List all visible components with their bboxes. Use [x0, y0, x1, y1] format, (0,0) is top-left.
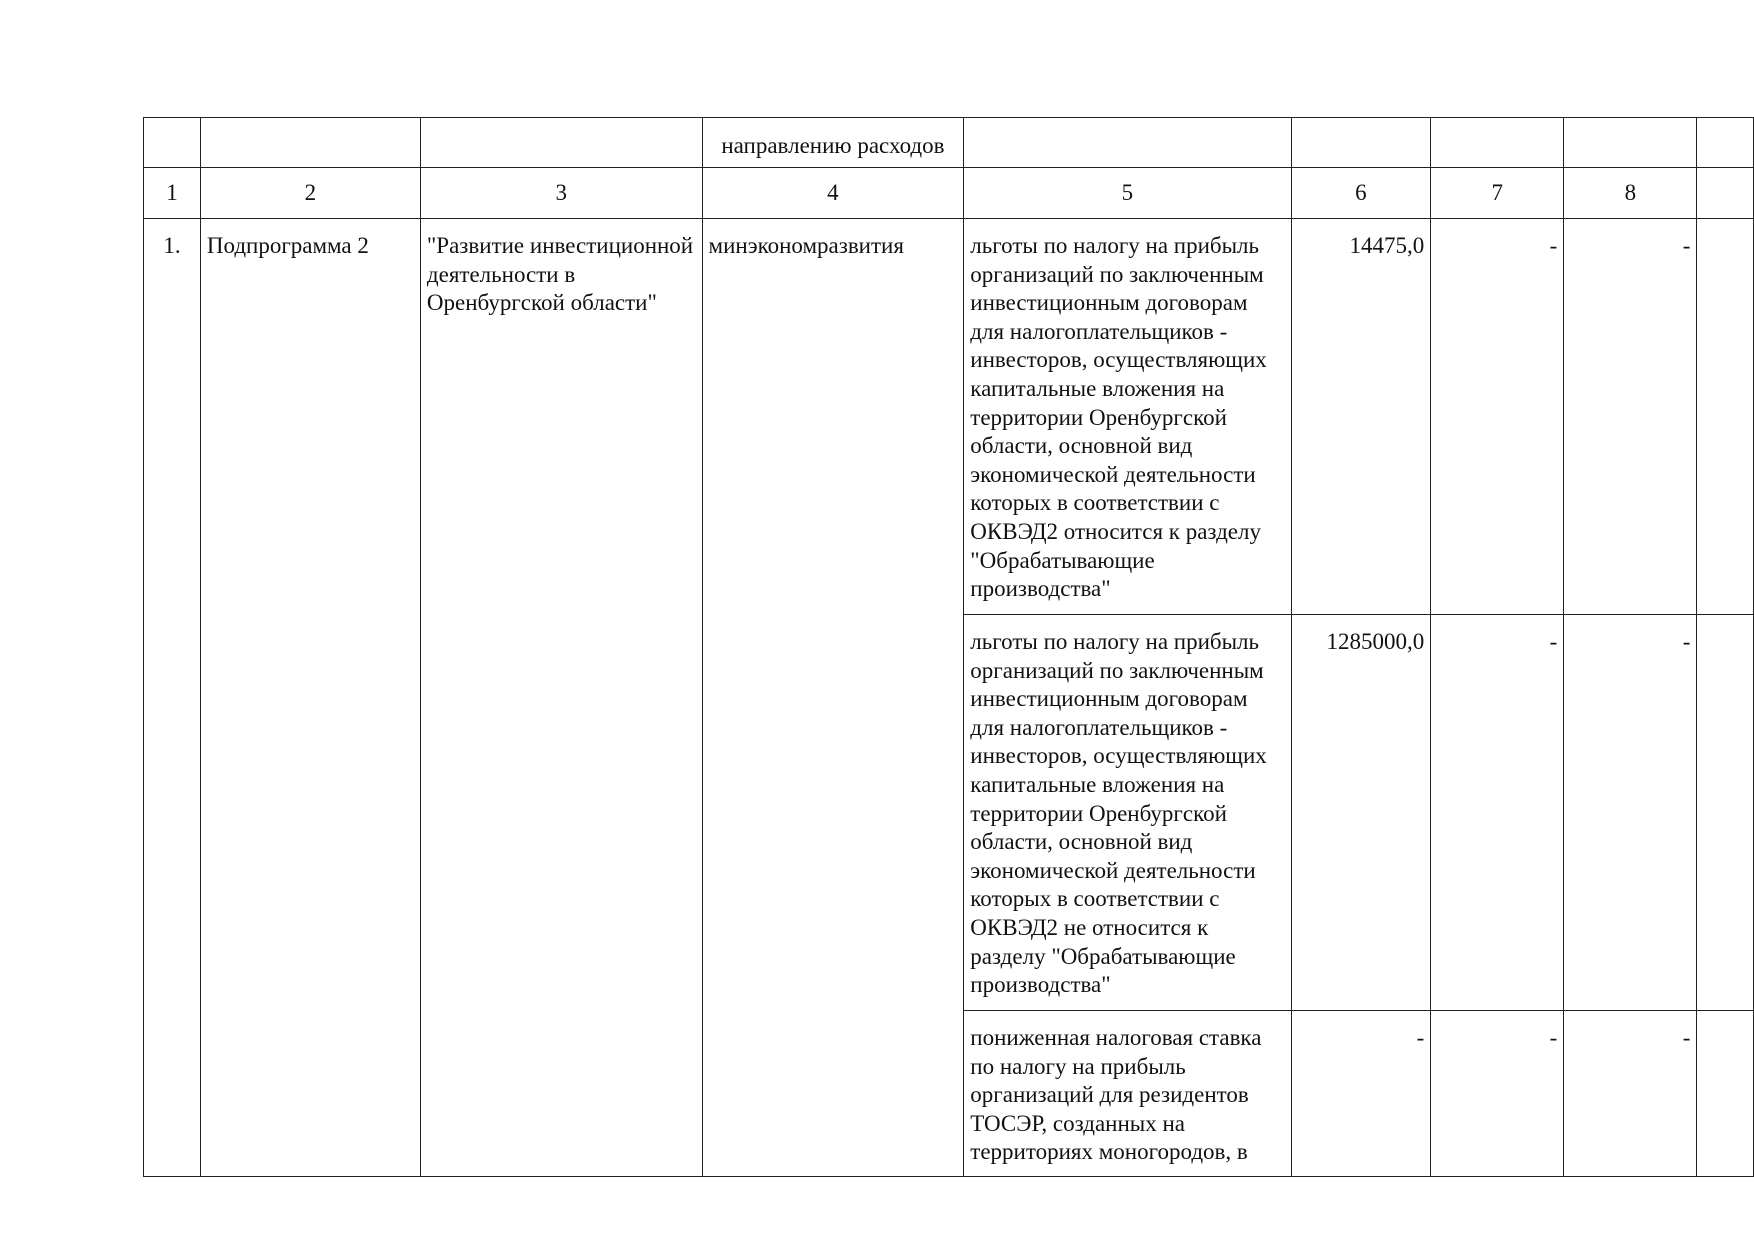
value-col8: - [1564, 219, 1697, 615]
value-col6: 14475,0 [1291, 219, 1431, 615]
header-cell-4: направлению расходов [702, 118, 964, 168]
benefit-description: льготы по налогу на прибыль организаций по заключенным инвестиционным договорам для налогоплательщиков - инвесторов, осуществляющих капитальные вложения на территории Оренбургской области, основной вид экономической деятельности которых в соответствии с ОКВЭД2 относится к разделу "Обрабатывающие производства" [964, 219, 1291, 615]
responsible-cell: минэкономразвития [702, 219, 964, 1177]
column-number: 1 [144, 168, 201, 219]
table-row [144, 219, 1754, 615]
column-number-row [144, 168, 1754, 219]
value-col9 [1697, 1011, 1754, 1177]
value-col7: - [1431, 219, 1564, 615]
value-col7: - [1431, 615, 1564, 1011]
header-cell-2 [200, 118, 420, 168]
header-cell-3 [420, 118, 702, 168]
subprogram-cell: Подпрограмма 2 [200, 219, 420, 1177]
benefit-description: пониженная налоговая ставка по налогу на прибыль организаций для резидентов ТОСЭР, созданных на территориях моногородов, в [964, 1011, 1291, 1177]
column-number: 2 [200, 168, 420, 219]
header-cell-7 [1431, 118, 1564, 168]
header-cell-9 [1697, 118, 1754, 168]
column-number: 4 [702, 168, 964, 219]
value-col8: - [1564, 1011, 1697, 1177]
column-number: 5 [964, 168, 1291, 219]
column-number: 7 [1431, 168, 1564, 219]
budget-table [143, 117, 1754, 1177]
header-cell-6 [1291, 118, 1431, 168]
value-col6: - [1291, 1011, 1431, 1177]
value-col6: 1285000,0 [1291, 615, 1431, 1011]
value-col9 [1697, 615, 1754, 1011]
subprogram-title-cell: "Развитие инвестиционной деятельности в Оренбургской области" [420, 219, 702, 1177]
header-cell-1 [144, 118, 201, 168]
value-col8: - [1564, 615, 1697, 1011]
header-cell-8 [1564, 118, 1697, 168]
row-number: 1. [144, 219, 201, 1177]
value-col9 [1697, 219, 1754, 615]
column-number [1697, 168, 1754, 219]
table-header-continuation-row [144, 118, 1754, 168]
benefit-description: льготы по налогу на прибыль организаций по заключенным инвестиционным договорам для налогоплательщиков - инвесторов, осуществляющих капитальные вложения на территории Оренбургской области, основной вид экономической деятельности которых в соответствии с ОКВЭД2 не относится к разделу "Обрабатывающие производства" [964, 615, 1291, 1011]
column-number: 3 [420, 168, 702, 219]
value-col7: - [1431, 1011, 1564, 1177]
header-cell-5 [964, 118, 1291, 168]
column-number: 6 [1291, 168, 1431, 219]
column-number: 8 [1564, 168, 1697, 219]
